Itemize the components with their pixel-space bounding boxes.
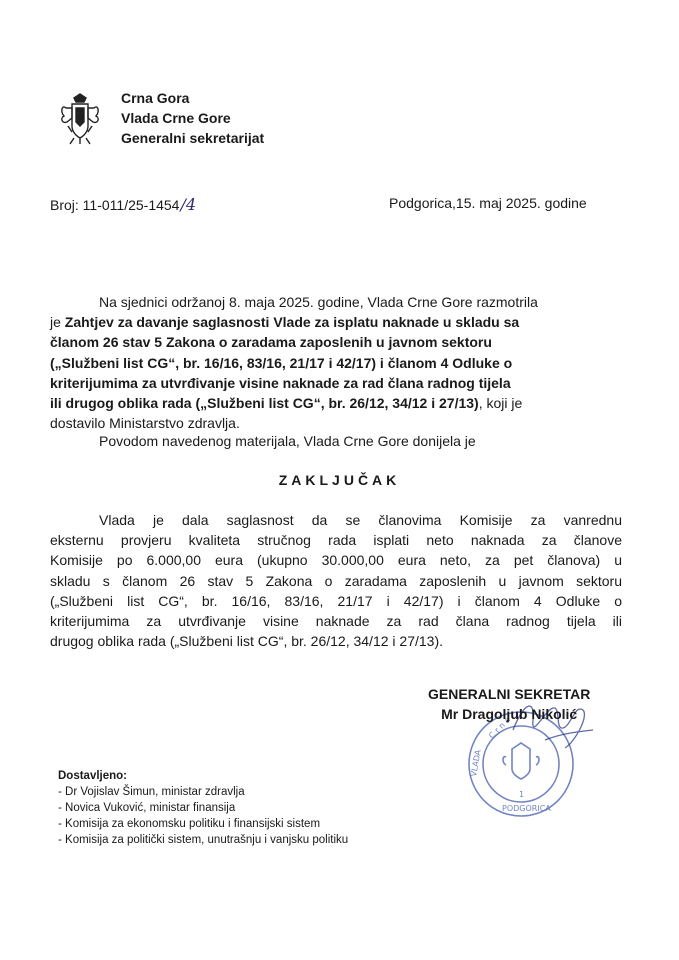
intro-line — [50, 353, 622, 373]
svg-text:C r n a: C r n a — [487, 715, 513, 741]
document-date: Podgorica,15. maj 2025. godine — [389, 195, 587, 211]
conclusion-line: kriterijumima za utvrđivanje visine naknade za rad člana radnog tijela ili — [50, 613, 622, 630]
decision-lead-in: Povodom navedenog materijala, Vlada Crne Gore donijela je — [99, 433, 476, 449]
intro-paragraph — [50, 292, 622, 433]
intro-bold: ili drugog oblika rada („Službeni list CG“, br. 26/12, 34/12 i 27/13) — [50, 395, 479, 412]
intro-bold: članom 26 stav 5 Zakona o zaradama zaposlenih u javnom sektoru — [50, 334, 492, 351]
svg-text:1: 1 — [519, 790, 525, 799]
intro-bold: kriterijumima za utvrđivanje visine naknade za rad člana radnog tijela — [50, 374, 511, 391]
conclusion-heading: ZAKLJUČAK — [278, 472, 401, 488]
intro-line: dostavilo Ministarstvo zdravlja. — [50, 415, 240, 432]
signatory-name: Mr Dragoljub Nikolić — [441, 706, 578, 722]
svg-text:PODGORICA: PODGORICA — [502, 804, 551, 813]
svg-text:VLADA: VLADA — [469, 749, 483, 778]
intro-line — [50, 312, 622, 332]
conclusion-line: Komisije po 6.000,00 eura (ukupno 30.000,00 eura neto, za pet članova) u — [50, 552, 622, 569]
header-country: Crna Gora — [121, 90, 190, 106]
distribution-item: - Komisija za ekonomsku politiku i finansijski sistem — [58, 818, 321, 830]
conclusion-line: Vlada je dala saglasnost da se članovima Komisije za vanrednu — [99, 512, 622, 528]
signatory-title: GENERALNI SEKRETAR — [428, 686, 591, 702]
distribution-header: Dostavljeno: — [58, 770, 128, 782]
intro-line — [50, 393, 622, 413]
header-secretariat: Generalni sekretarijat — [121, 130, 265, 146]
distribution-list — [58, 768, 348, 848]
intro-line: Na sjednici održanoj 8. maja 2025. godine, Vlada Crne Gore razmotrila — [99, 294, 538, 310]
reference-number-text: Broj: 11-011/25-1454 — [50, 197, 180, 213]
header-government: Vlada Crne Gore — [121, 110, 231, 126]
conclusion-line: drugog oblika rada („Službeni list CG“, br. 26/12, 34/12 i 27/13). — [50, 633, 443, 650]
reference-number — [50, 195, 196, 214]
intro-text: je — [50, 314, 65, 331]
intro-bold: Zahtjev za davanje saglasnosti Vlade za isplatu naknade u skladu sa — [64, 314, 520, 331]
distribution-item: - Novica Vuković, ministar finansija — [58, 802, 236, 814]
handwritten-suffix: /4 — [180, 195, 197, 214]
intro-text: , koji je — [478, 395, 523, 412]
conclusion-line: („Službeni list CG“, br. 16/16, 83/16, 21/17 i 42/17) i članom 4 Odluke o — [50, 592, 622, 609]
intro-bold: („Službeni list CG“, br. 16/16, 83/16, 21/17 i 42/17) i članom 4 Odluke o — [50, 354, 513, 371]
signature-block — [428, 684, 590, 724]
conclusion-line: eksternu provjeru kvaliteta stručnog rada isplati neto naknada za članove — [50, 532, 622, 549]
distribution-item: - Komisija za politički sistem, unutrašnju i vanjsku politiku — [58, 834, 349, 846]
coat-of-arms-icon — [58, 92, 102, 146]
intro-line — [50, 332, 622, 352]
conclusion-line: skladu s članom 26 stav 5 Zakona o zaradama zaposlenih u javnom sektoru — [50, 572, 622, 589]
distribution-item: - Dr Vojislav Šimun, ministar zdravlja — [58, 786, 245, 798]
issuer-header — [121, 88, 264, 148]
conclusion-paragraph — [50, 510, 622, 651]
intro-line — [50, 373, 622, 393]
